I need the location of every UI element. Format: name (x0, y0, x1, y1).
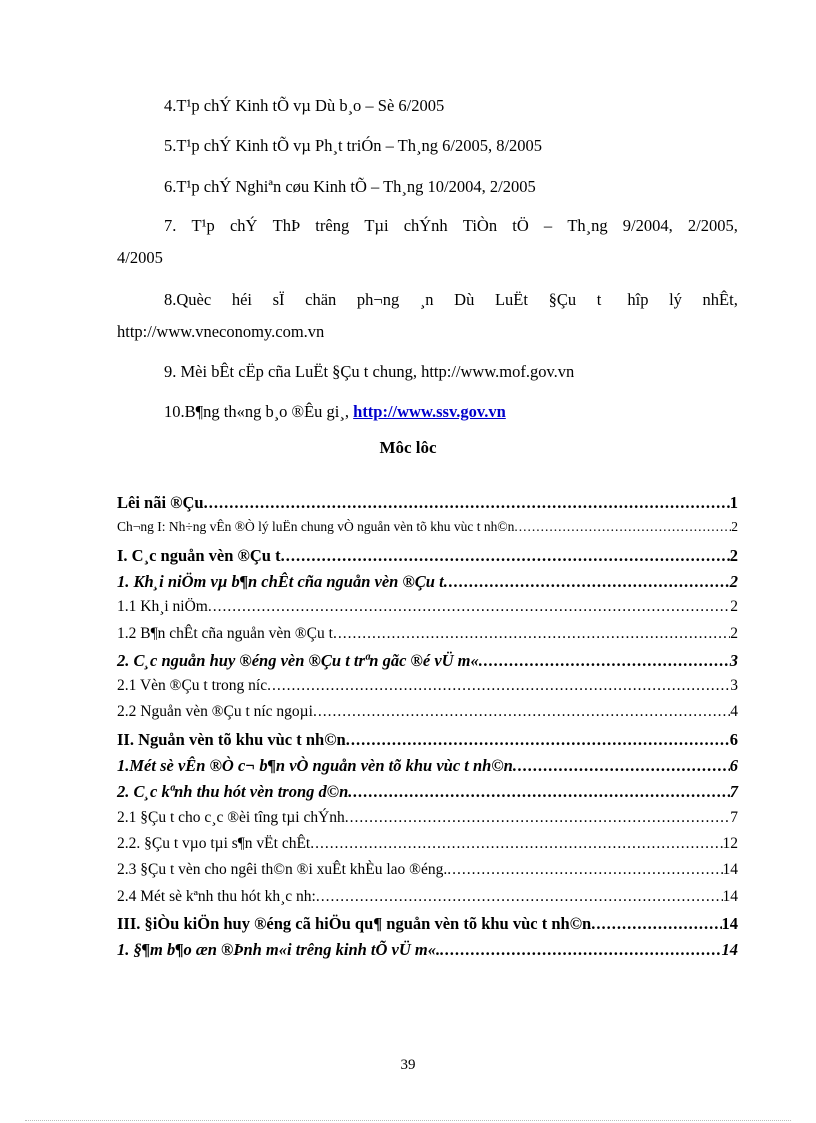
reference-8-word: t (596, 290, 602, 309)
toc-entry[interactable] (117, 940, 738, 962)
reference-8-word: ¸n (419, 290, 434, 309)
ssv-link[interactable]: http://www.ssv.gov.vn (353, 402, 506, 421)
toc-leader-dots (310, 835, 722, 853)
toc-entry-page: 2 (731, 519, 738, 535)
toc-entry-label: 2.1 §Çu t cho c¸c ®èi tîng tµi chÝnh (117, 808, 345, 826)
reference-8-word: nhÊt, (702, 290, 738, 309)
toc-leader-dots (447, 861, 722, 879)
reference-7-word: Tµi (364, 216, 389, 235)
toc-leader-dots (514, 519, 731, 535)
reference-9: 9. Mèi bÊt cËp cña LuËt §Çu t chung, http://www.mof.gov.vn (164, 362, 575, 381)
reference-7-word: TiÒn (462, 216, 498, 235)
reference-8-word: héi (231, 290, 252, 309)
reference-7-word: ThÞ (272, 216, 301, 235)
toc-leader-dots (316, 888, 723, 906)
toc-entry[interactable] (117, 703, 738, 725)
toc-entry-page: 2 (730, 598, 738, 616)
toc-leader-dots (513, 756, 730, 776)
toc-leader-dots (267, 677, 730, 695)
reference-7 (117, 216, 738, 268)
toc-entry-label: 1. §¶m b¶o æn ®Þnh m«i trêng kinh tÕ vÜ m«. (117, 940, 441, 960)
toc-entry-label: II. Nguån vèn tõ khu vùc t nh©n (117, 729, 346, 749)
toc-entry-page: 2 (730, 624, 738, 642)
footer-divider (25, 1120, 791, 1121)
toc-entry-label: 2.2 Nguån vèn ®Çu t níc ngoµi (117, 703, 313, 721)
reference-5: 5.T¹p chÝ Kinh tÕ vµ Ph¸t triÓn – Th¸ng 6/2005, 8/2005 (164, 136, 543, 155)
reference-8-word: lý (669, 290, 682, 309)
toc-entry-label: 1.Mét sè vÊn ®Ò c¬ b¶n vÒ nguån vèn tõ khu vùc t nh©n (117, 756, 513, 775)
toc-entry[interactable] (117, 651, 738, 673)
reference-8-word: chän (305, 290, 337, 309)
toc-leader-dots (444, 572, 730, 592)
reference-8 (117, 290, 738, 342)
toc-entry[interactable] (117, 730, 738, 752)
reference-7-word: tÖ (512, 216, 529, 235)
toc-entry[interactable] (117, 782, 738, 804)
toc-title: Môc lôc (379, 438, 437, 457)
toc-entry-label: 2.1 Vèn ®Çu t trong níc (117, 677, 268, 695)
toc-entry[interactable] (117, 493, 738, 515)
reference-7-word: – (543, 216, 553, 235)
toc-entry[interactable] (117, 519, 738, 541)
toc-entry-label: 2.3 §Çu t vèn cho ngêi th©n ®i xuÊt khÈu lao ®éng. (117, 861, 448, 879)
toc-leader-dots (348, 782, 729, 802)
toc-entry-page: 3 (729, 650, 738, 670)
toc-entry[interactable] (117, 677, 738, 699)
toc-leader-dots (345, 809, 730, 827)
toc-entry[interactable] (117, 861, 738, 883)
toc-entry-page: 6 (729, 729, 738, 749)
toc-entry-label: 2. C¸c nguån huy ®éng vèn ®Çu t trªn gãc ®é vÜ m« (117, 650, 479, 670)
toc-entry-label: Lêi nãi ®Çu (117, 493, 204, 512)
reference-8-word: LuËt (494, 290, 528, 309)
reference-6: 6.T¹p chÝ Nghiªn cøu Kinh tÕ – Th¸ng 10/2004, 2/2005 (164, 177, 536, 196)
reference-8-link[interactable]: http://www.vneconomy.com.vn (117, 322, 325, 341)
toc-entry-page: 14 (721, 940, 738, 960)
toc-entry-label: 1.2 B¶n chÊt cña nguån vèn ®Çu t (117, 624, 333, 642)
toc-entry-page: 6 (729, 756, 738, 775)
toc-entry-page: 7 (729, 782, 738, 802)
reference-7-word: chÝnh (403, 216, 448, 235)
toc-leader-dots (479, 651, 730, 671)
toc-leader-dots (591, 914, 721, 934)
page-number: 39 (400, 1057, 416, 1073)
reference-8-word: sÏ (272, 290, 285, 309)
toc-entry[interactable] (117, 546, 738, 568)
reference-4: 4.T¹p chÝ Kinh tÕ vµ Dù b¸o – Sè 6/2005 (164, 96, 445, 115)
reference-7-word: T¹p (191, 216, 215, 235)
toc-leader-dots (313, 703, 730, 721)
toc-entry-page: 12 (722, 834, 738, 852)
toc-entry[interactable] (117, 914, 738, 936)
reference-8-word: §Çu (548, 290, 577, 309)
toc-entry-label: III. §iÒu kiÖn huy ®éng cã hiÖu qu¶ nguån vèn tõ khu vùc t nh©n (117, 913, 592, 933)
toc-entry-label: Ch¬ng I: Nh÷ng vÊn ®Ò lý luËn chung vÒ nguån vèn tõ khu vùc t nh©n (117, 519, 515, 535)
toc-entry[interactable] (117, 625, 738, 647)
toc-leader-dots (440, 940, 721, 960)
toc-entry[interactable] (117, 598, 738, 620)
toc-leader-dots (208, 598, 730, 616)
toc-leader-dots (204, 493, 730, 513)
reference-8-word: 8.Quèc (164, 290, 212, 309)
toc-leader-dots (346, 730, 730, 750)
toc-entry-page: 2 (729, 545, 738, 565)
reference-7-word: Th¸ng (567, 216, 608, 235)
toc-entry-page: 14 (722, 861, 738, 879)
toc-entry-page: 2 (729, 571, 738, 591)
toc-entry[interactable] (117, 888, 738, 910)
reference-7-word: 2/2005, (687, 216, 738, 235)
toc-entry-page: 14 (722, 887, 738, 905)
toc-leader-dots (333, 625, 730, 643)
reference-7-word: 9/2004, (622, 216, 673, 235)
reference-8-word: ph¬ng (356, 290, 400, 309)
toc-entry[interactable] (117, 756, 738, 778)
reference-7-word: trêng (315, 216, 350, 235)
reference-10-text: 10.B¶ng th«ng b¸o ®Êu gi¸, (164, 402, 354, 421)
reference-7-word: chÝ (229, 216, 258, 235)
toc-entry-page: 3 (730, 677, 738, 695)
reference-7-word: 7. (164, 216, 177, 235)
reference-8-word: hîp (627, 290, 649, 309)
toc-entry-label: 2. C¸c kªnh thu hót vèn trong d©n (117, 782, 349, 802)
toc-entry-label: 2.2. §Çu t vµo tµi s¶n vËt chÊt (117, 834, 311, 852)
toc-entry-page: 4 (730, 703, 738, 721)
reference-10 (164, 402, 506, 422)
toc-entry[interactable] (117, 835, 738, 857)
toc-entry-label: 1.1 Kh¸i niÖm (117, 598, 208, 616)
toc-entry-label: 1. Kh¸i niÖm vµ b¶n chÊt cña nguån vèn ®Çu t (117, 571, 444, 591)
reference-8-word: Dù (454, 290, 475, 309)
reference-7-line2: 4/2005 (117, 248, 163, 267)
toc-entry-page: 1 (729, 493, 738, 512)
toc-entry-page: 7 (730, 808, 738, 826)
toc-leader-dots (281, 546, 730, 566)
toc-entry[interactable] (117, 572, 738, 594)
toc-entry-label: I. C¸c nguån vèn ®Çu t (117, 545, 281, 565)
toc-entry-page: 14 (721, 913, 738, 933)
toc-entry-label: 2.4 Mét sè kªnh thu hót kh¸c nh: (117, 887, 316, 905)
toc-entry[interactable] (117, 809, 738, 831)
